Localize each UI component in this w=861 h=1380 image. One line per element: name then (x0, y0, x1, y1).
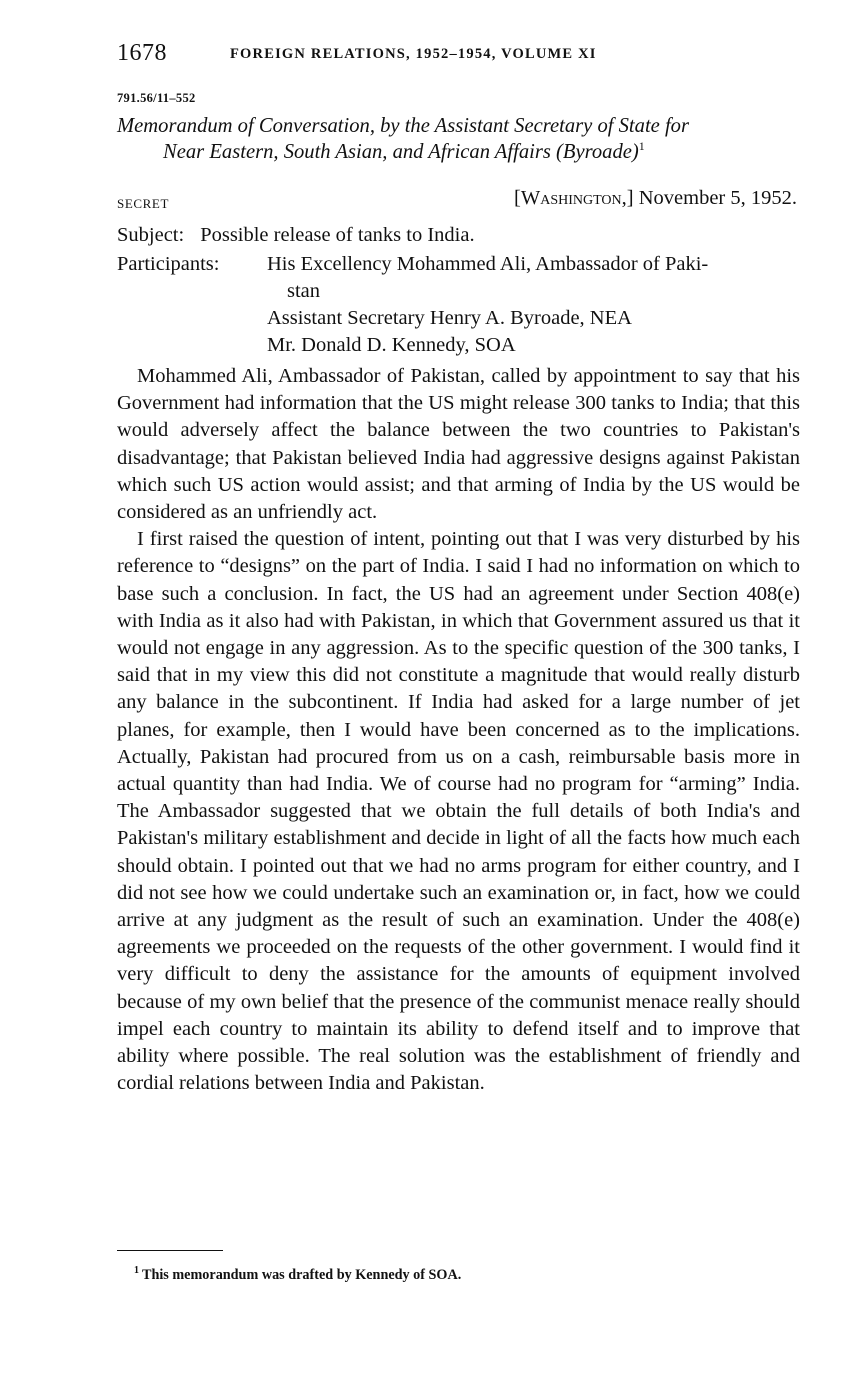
place-name: Washington (520, 187, 622, 209)
title-footnote-marker: 1 (638, 139, 645, 154)
classification-marking: SECRET (117, 196, 169, 211)
participants-label: Participants: (117, 253, 220, 275)
place-date-line: [Washington,] November 5, 1952. (514, 187, 797, 209)
subject-label: Subject: (117, 224, 185, 246)
document-date: November 5, 1952. (638, 187, 797, 209)
memorandum-body (117, 363, 800, 1097)
document-title-line-1: Memorandum of Conversation, by the Assistant Secretary of State for (117, 115, 689, 137)
file-number: 791.56/11–552 (117, 91, 196, 105)
participant-item: Mr. Donald D. Kennedy, SOA (267, 334, 516, 356)
footnote (134, 1267, 461, 1284)
body-paragraph: I first raised the question of intent, pointing out that I was very disturbed by his reference to “designs” on the part of India. I said I had no information on which to base such a conclusion. In fact, the US had an agreement under Section 408(e) with India as it also had with Pakistan, in which that Government assured us that it would not engage in any aggression. As to the specific question of the 300 tanks, I said that in my view this did not constitute a magnitude that would really disturb any balance in the subcontinent. If India had asked for a large number of jet planes, for example, then I would have been concerned as to the implications. Actually, Pakistan had procured from us on a cash, reimbursable basis more in actual quantity than had India. We of course had no program for “arming” India. The Ambassador suggested that we obtain the full details of both India's and Pakistan's military establishment and decide in light of all the facts how much each should obtain. I pointed out that we had no arms program for either country, and I did not see how we could undertake such an examination or, in fact, how we could arrive at any judgment as the result of such an examination. Under the 408(e) agreements we proceeded on the requests of the other government. I would find it very difficult to deny the assistance for the amounts of equipment involved because of my own belief that the presence of the communist menace really should impel each country to maintain its ability to defend itself and to improve that ability where possible. The real solution was the establishment of friendly and cordial relations between India and Pakistan. (117, 528, 800, 1095)
body-paragraph: Mohammed Ali, Ambassador of Pakistan, called by appointment to say that his Government had information that the US might release 300 tanks to India; that this would adversely affect the balance between the two countries to Pakistan's disadvantage; that Pakistan believed India had aggressive designs against Pakistan which such US action would assist; and that arming of India by the US would be considered as an unfriendly act. (117, 365, 800, 524)
page-number: 1678 (117, 40, 167, 66)
participants-row (117, 251, 807, 356)
subject-row (117, 222, 475, 248)
participant-item: His Excellency Mohammed Ali, Ambassador of Paki- (267, 253, 709, 275)
participants-list (267, 251, 807, 359)
running-header (117, 40, 807, 74)
subject-value: Possible release of tanks to India. (200, 224, 475, 246)
participant-item: Assistant Secretary Henry A. Byroade, NEA (267, 307, 632, 329)
running-title: FOREIGN RELATIONS, 1952–1954, VOLUME XI (230, 46, 597, 62)
footnote-text: This memorandum was drafted by Kennedy of SOA. (142, 1267, 462, 1283)
document-title (117, 113, 817, 165)
participant-item-continuation: stan (287, 280, 321, 302)
footnote-divider (117, 1250, 223, 1251)
document-title-line-2: Near Eastern, South Asian, and African Affairs (Byroade)$^1$ (163, 139, 645, 163)
footnote-marker: 1 (134, 1265, 139, 1277)
